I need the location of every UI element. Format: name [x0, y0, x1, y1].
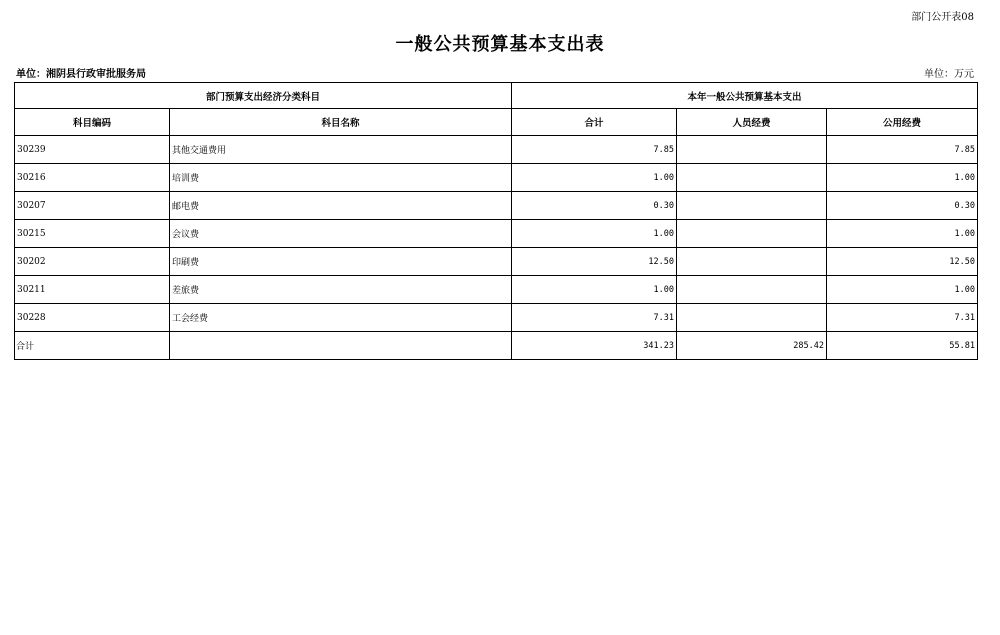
cell-public: 0.30 [827, 192, 978, 220]
summary-label: 合计 [15, 332, 170, 360]
table-row [15, 304, 978, 332]
table-row [15, 164, 978, 192]
column-header-personnel: 人员经费 [677, 109, 827, 136]
cell-personnel [677, 136, 827, 164]
summary-public: 55.81 [827, 332, 978, 360]
cell-public: 1.00 [827, 276, 978, 304]
cell-code: 30207 [15, 192, 170, 220]
cell-total: 7.85 [512, 136, 677, 164]
cell-total: 1.00 [512, 276, 677, 304]
budget-table [14, 82, 978, 360]
cell-personnel [677, 192, 827, 220]
table-row [15, 192, 978, 220]
column-header-code: 科目编码 [15, 109, 170, 136]
department-unit: 单位：湘阴县行政审批服务局 [16, 69, 146, 80]
table-row [15, 136, 978, 164]
cell-public: 7.85 [827, 136, 978, 164]
cell-personnel [677, 276, 827, 304]
cell-name: 工会经费 [170, 304, 512, 332]
cell-public: 7.31 [827, 304, 978, 332]
cell-personnel [677, 164, 827, 192]
table-row [15, 276, 978, 304]
form-number: 部门公开表08 [911, 12, 974, 23]
cell-public: 1.00 [827, 164, 978, 192]
cell-personnel [677, 304, 827, 332]
table-row [15, 248, 978, 276]
column-header-name: 科目名称 [170, 109, 512, 136]
cell-code: 30228 [15, 304, 170, 332]
cell-total: 12.50 [512, 248, 677, 276]
group-header-economic-category: 部门预算支出经济分类科目 [15, 83, 512, 109]
cell-name: 培训费 [170, 164, 512, 192]
summary-total: 341.23 [512, 332, 677, 360]
cell-total: 1.00 [512, 220, 677, 248]
table-column-header-row [15, 109, 978, 136]
cell-personnel [677, 248, 827, 276]
cell-name: 会议费 [170, 220, 512, 248]
cell-name: 差旅费 [170, 276, 512, 304]
summary-personnel: 285.42 [677, 332, 827, 360]
cell-code: 30202 [15, 248, 170, 276]
cell-name: 其他交通费用 [170, 136, 512, 164]
table-row [15, 220, 978, 248]
cell-code: 30215 [15, 220, 170, 248]
cell-personnel [677, 220, 827, 248]
summary-name [170, 332, 512, 360]
cell-name: 邮电费 [170, 192, 512, 220]
column-header-public: 公用经费 [827, 109, 978, 136]
cell-total: 0.30 [512, 192, 677, 220]
cell-name: 印刷费 [170, 248, 512, 276]
cell-total: 1.00 [512, 164, 677, 192]
cell-code: 30211 [15, 276, 170, 304]
summary-row [15, 332, 978, 360]
cell-total: 7.31 [512, 304, 677, 332]
cell-public: 1.00 [827, 220, 978, 248]
group-header-basic-expenditure: 本年一般公共预算基本支出 [512, 83, 978, 109]
cell-code: 30239 [15, 136, 170, 164]
table-group-header-row [15, 83, 978, 109]
page-title: 一般公共预算基本支出表 [395, 34, 605, 55]
cell-code: 30216 [15, 164, 170, 192]
currency-unit: 单位：万元 [924, 69, 974, 80]
column-header-total: 合计 [512, 109, 677, 136]
cell-public: 12.50 [827, 248, 978, 276]
